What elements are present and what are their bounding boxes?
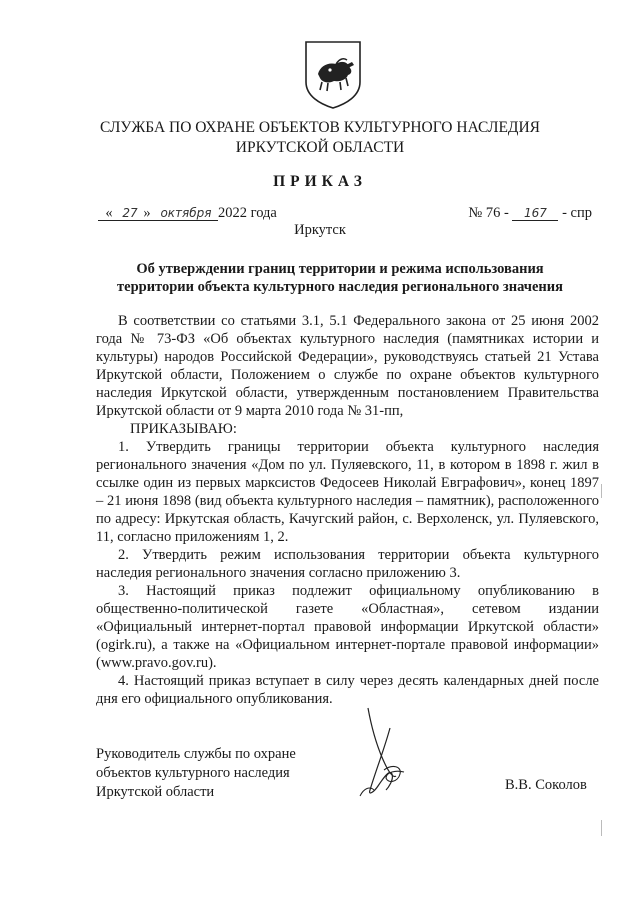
city: Иркутск — [294, 222, 346, 238]
agency-name-line2: ИРКУТСКОЙ ОБЛАСТИ — [235, 139, 405, 156]
order-item-2: 2. Утвердить режим использования территории объекта культурного наследия регионального значения согласно приложению 3. — [96, 547, 599, 581]
order-number — [468, 205, 592, 222]
signatory-position-line3: Иркутской области — [96, 784, 215, 800]
order-date — [98, 205, 277, 222]
signatory-name: В.В. Соколов — [505, 777, 587, 793]
agency-name-line1: СЛУЖБА ПО ОХРАНЕ ОБЪЕКТОВ КУЛЬТУРНОГО НАСЛЕДИЯ — [99, 119, 541, 136]
agency-name — [60, 118, 580, 158]
margin-mark — [601, 484, 602, 498]
order-number-prefix: № 76 - — [468, 205, 509, 221]
order-title — [110, 260, 570, 296]
date-month: октября — [154, 206, 218, 221]
date-year: 2022 года — [218, 205, 277, 221]
handwritten-signature — [330, 700, 440, 810]
order-title-line1: Об утверждении границ территории и режима использования — [136, 261, 544, 277]
document-type: ПРИКАЗ — [273, 173, 367, 190]
order-item-4: 4. Настоящий приказ вступает в силу через десять календарных дней после дня его официального опубликования. — [96, 673, 599, 707]
signatory-position-line2: объектов культурного наследия — [96, 765, 290, 781]
order-body — [96, 312, 599, 708]
signatory-position-line1: Руководитель службы по охране — [96, 746, 296, 762]
order-number-value: 167 — [512, 206, 558, 221]
coat-of-arms-icon — [300, 38, 366, 110]
margin-mark — [601, 820, 602, 836]
order-item-1: 1. Утвердить границы территории объекта культурного наследия регионального значения «Дом по ул. Пуляевского, 11, в котором в 1898 г. жил в ссылке один из первых марксистов Федосеев Николай Евграфович», конец 1897 – 21 июня 1898 (вид объекта культурного наследия – памятник), расположенного по адресу: Иркутская область, Качугский район, с. Верхоленск, ул. Пуляевского, 11, согласно приложениям 1, 2. — [96, 439, 599, 545]
order-item-3: 3. Настоящий приказ подлежит официальному опубликованию в общественно-политической газете «Областная», сетевом издании «Официальный интернет-портал правовой информации Иркутской области» (ogirk.ru), а также на «Официальном интернет-портале правовой информации» (www.pravo.gov.ru). — [96, 583, 599, 671]
date-day: 27 — [120, 206, 140, 221]
signatory-position — [96, 745, 326, 802]
date-close-quote: » — [140, 206, 154, 221]
order-title-line2: территории объекта культурного наследия регионального значения — [117, 279, 563, 295]
date-open-quote: « — [98, 206, 120, 221]
preamble-paragraph: В соответствии со статьями 3.1, 5.1 Федерального закона от 25 июня 2002 года № 73-ФЗ «Об объектах культурного наследия (памятниках истории и культуры) народов Российской Федерации», руководствуясь статьей 21 Устава Иркутской области, Положением о службе по охране объектов культурного наследия Иркутской области, утвержденным постановлением Правительства Иркутской области от 9 марта 2010 года № 31-пп, — [96, 313, 599, 419]
order-number-suffix: - спр — [562, 205, 592, 221]
order-word: ПРИКАЗЫВАЮ: — [130, 421, 237, 437]
